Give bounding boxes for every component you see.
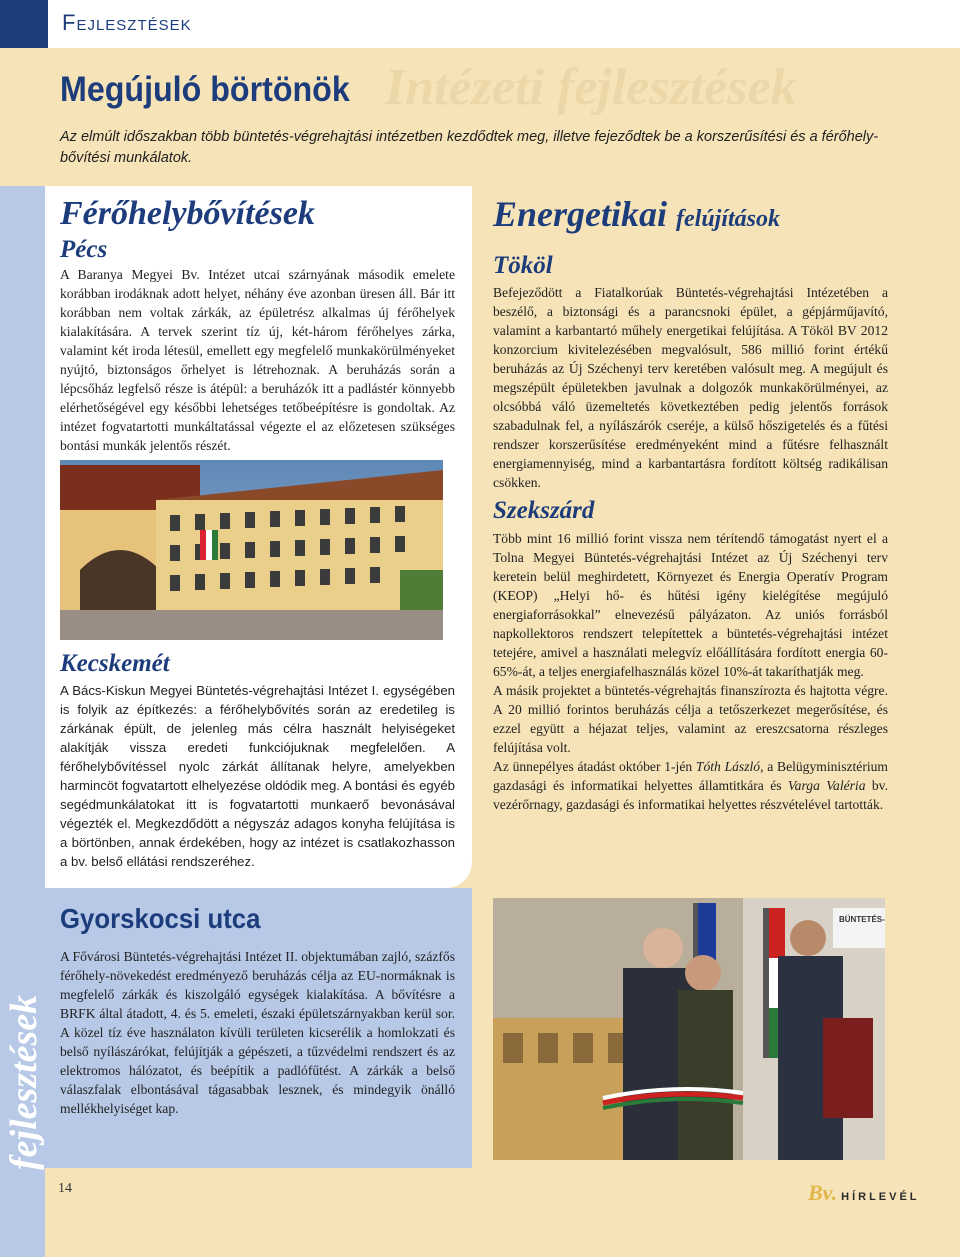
- page-number: 14: [58, 1181, 72, 1196]
- page-title: Megújuló börtönök: [60, 70, 350, 109]
- ghost-title: Intézeti fejlesztések: [385, 59, 797, 116]
- name-varga-valeria: Varga Valéria: [787, 778, 866, 793]
- section-label: Fejlesztések: [62, 10, 192, 35]
- heading-kecskemet: Kecskemét: [60, 650, 170, 677]
- szekszard-paragraph-1: Több mint 16 millió forint vissza nem térítendő támogatást nyert el a Tolna Megyei Büntetés-végrehajtási Intézet az Új Széchenyi terv keretein belül meghirdetett, Környezet és Energia Operatív Program (KEOP) „Helyi hő- és hűtési igény kielégítése megújuló energiaforrásokkal” elnevezésű pályázaton. Az uniós forrásból napkollektoros rendszert telepítettek a büntetés-végrehajtási intézet tetejére, amivel a használati melegvíz előállítására fordított energia 60-65%-át, a teljes energiafelhasználás közel 10%-át takaríthatják meg.: [493, 531, 888, 679]
- ribbon-cutting-photo: [493, 898, 885, 1160]
- text-kecskemet: A Bács-Kiskun Megyei Büntetés-végrehajtási Intézet I. egységében is folyik az építkezés: a férőhelybővítés során az eredetileg is zárkának épült, de jelenleg más célra használt helyiségeket alakítják vissza eredeti funkciójuknak megfelelően. A férőhelybővítéssel nyolc zárkát állítanak helyre, amelyekben harmincöt fogvatartott elhelyezése oldódik meg. A bontási és egyéb segédmunkálatokat itt is fogvatartotti munkaerő bevonásával végezték el. Megkezdődött a négyszáz adagos konyha felújítása is a börtönben, annak érdekében, hogy az intézet is csatlakozhasson a bv. belső ellátási rendszeréhez.: [60, 683, 455, 869]
- heading-szekszard: Szekszárd: [493, 497, 595, 524]
- name-toth-laszlo: Tóth László: [695, 759, 761, 774]
- prison-building-illustration: [60, 460, 443, 640]
- text-pecs: A Baranya Megyei Bv. Intézet utcai szárnyának második emelete korábban irodáknak adott helyet, néhány éve azonban üresen áll. Bár itt korábban nem voltak zárkák, az épületrész alkalmas új férőhelyek kialakítására. A tervek szerint tíz új, két-három férőhelyes zárka, valamint két iroda létesül, emellett egy megfelelő munkakörülményeket nyújtó, biztonságos őrhelyet is létrehoznak. A beruházás során a lépcsőház legfelső része is átépül: a beruházók itt a padlástér könnyebb elérhetőségével egy későbbi lehetséges tetőbeépítésre is gondoltak. Az intézet fogvatartotti munkáltatással végezte el az előzetesen szükséges bontási munkák jelentős részét.: [60, 267, 455, 453]
- heading-energetikai-felujitasok: [493, 193, 780, 235]
- section-tab: [0, 0, 48, 48]
- heading-energetikai-main: Energetikai: [493, 194, 668, 234]
- lead-paragraph: Az elmúlt időszakban több büntetés-végrehajtási intézetben kezdődtek meg, illetve fejeződtek be a korszerűsítési és a férőhely-bővítési munkálatok.: [60, 129, 879, 166]
- p3-text-b: , a Belügyminisztérium gazdasági és informatikai helyettes államtitkára és: [493, 759, 889, 793]
- side-label-text: fejlesztések: [3, 994, 45, 1170]
- heading-ferohelybovitesek: Férőhelybővítések: [60, 195, 315, 232]
- szekszard-paragraph-3: [493, 757, 888, 814]
- photo-sign-text: BÜNTETÉS-: [839, 915, 885, 924]
- prison-building-photo: [60, 460, 443, 640]
- text-szekszard: [493, 529, 888, 814]
- text-tokol: Befejeződött a Fiatalkorúak Büntetés-végrehajtási Intézetében a beszélő, a biztonsági és a parancsnoki épület, a gépjárműjavító, valamint a karbantartó műhely energetikai felújítása. A Tököl BV 2012 konzorcium kivitelezésében megvalósult, 586 millió forint értékű beruházás az Új Széchenyi terv keretében valósult meg. A megújult és megszépült épületekben javulnak a dolgozók munkakörülményei, az olcsóbbá váló üzemeltetés következtében pedig jelentős források szabadulnak fel, a nyílászárók cseréje, a külső hőszigetelés és a fűtési rendszer korszerűsítése eredményeként mind a fűtésre felhasznált energiamennyiség, mind a karbantartásra fordított költség radikálisan csökken.: [493, 285, 888, 490]
- heading-tokol: Tököl: [493, 252, 553, 279]
- text-gyorskocsi: A Fővárosi Büntetés-végrehajtási Intézet II. objektumában zajló, százfős férőhely-növekedést eredményező beruházás célja az EU-normáknak is megfelelő zárkák és kiszolgáló egységek kialakítása. A bővítésre a BRFK által átadott, 4. és 5. emeleti, északi épületszárnyakban kerül sor. A közel tíz éve használaton kívüli területen kicserélik a homlokzati és belső nyílászárókat, felújítják a gépészeti, a tűzvédelmi rendszert és az elektromos hálózatot, és beépítik a padlófűtést. A zárkák a belső válaszfalak elbontásával tágasabbak lesznek, és mindegyik önálló mellékhelyiséget kap.: [60, 949, 455, 1116]
- heading-pecs: Pécs: [60, 236, 108, 263]
- side-label: [0, 940, 45, 1170]
- ceremony-illustration: [493, 898, 885, 1160]
- p3-text-c: bv. vezérőrnagy, gazdasági és informatikai helyettes részvételével tartották.: [493, 778, 888, 812]
- brand-hirlevel: HÍRLEVÉL: [841, 1191, 920, 1203]
- publication-brand: [808, 1180, 920, 1206]
- brand-bv-logo: Bv.: [808, 1180, 838, 1205]
- szekszard-paragraph-2: A másik projektet a büntetés-végrehajtás finanszírozta és hajtotta végre. A 20 millió forintos beruházás célja a tetőszerkezet megerősítése, és ezzel együtt a héjazat teljes, valamint az ereszcsatorna részleges felújítása volt.: [493, 683, 888, 755]
- heading-gyorskocsi-utca: Gyorskocsi utca: [60, 903, 261, 934]
- p3-text-a: Az ünnepélyes átadást október 1-jén: [493, 759, 696, 774]
- heading-energetikai-small: felújítások: [676, 206, 781, 232]
